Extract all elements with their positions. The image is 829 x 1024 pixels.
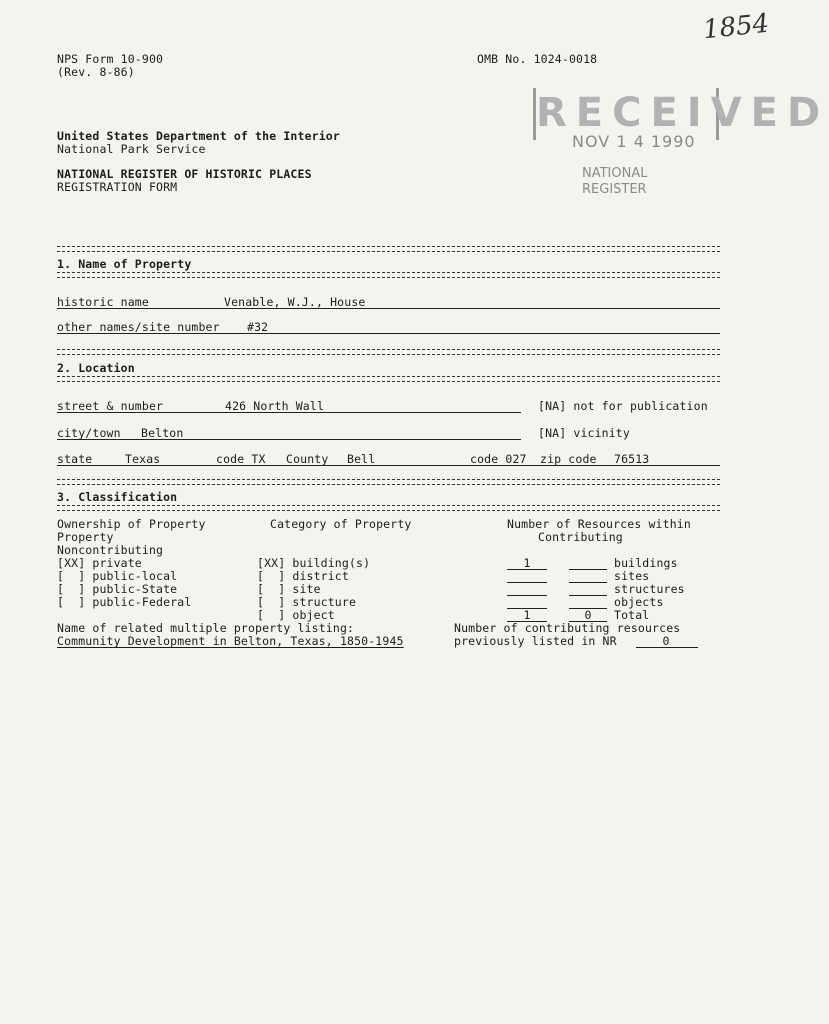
other-names-label: other names/site number (57, 320, 220, 334)
blank-line (569, 569, 607, 570)
vicinity: [NA] vicinity (538, 426, 630, 440)
blank-line (636, 647, 698, 648)
street-value: 426 North Wall (225, 399, 325, 413)
resources-heading: Number of Resources within (507, 517, 691, 531)
ownership-option: [ ] public-local (57, 569, 178, 583)
contributing-heading: Contributing (538, 530, 623, 544)
section-divider (57, 479, 720, 485)
zip-label: zip code (540, 452, 597, 466)
contributing-total: 1 (523, 608, 531, 622)
state-code: code TX (216, 452, 266, 466)
not-for-publication: [NA] not for publication (538, 399, 708, 413)
section-3-heading: 3. Classification (57, 490, 178, 504)
county-code: code 027 (470, 452, 527, 466)
contributing-count: 1 (523, 556, 531, 570)
state-label: state (57, 452, 93, 466)
department-name: United States Department of the Interior (57, 129, 340, 143)
blank-line (507, 582, 547, 583)
section-2-heading: 2. Location (57, 361, 135, 375)
other-names-line (57, 333, 720, 334)
stamp-register: REGISTER (582, 182, 647, 197)
state-value: Texas (125, 452, 161, 466)
resource-label: buildings (614, 556, 678, 570)
zip-value: 76513 (614, 452, 650, 466)
nr-count-label: Number of contributing resources (454, 621, 681, 635)
resource-label: sites (614, 569, 650, 583)
category-heading: Category of Property (270, 517, 412, 531)
section-divider (57, 349, 720, 355)
register-title: NATIONAL REGISTER OF HISTORIC PLACES (57, 167, 312, 181)
section-1-heading: 1. Name of Property (57, 257, 192, 271)
street-label: street & number (57, 399, 164, 413)
blank-line (569, 595, 607, 596)
resource-label: Total (614, 608, 650, 622)
city-value: Belton (141, 426, 184, 440)
section-divider (57, 376, 720, 382)
nr-count-value: 0 (662, 634, 670, 648)
section-divider (57, 505, 720, 511)
stamp-date: NOV 1 4 1990 (572, 132, 696, 151)
ownership-heading: Ownership of Property (57, 517, 206, 531)
category-option: [ ] district (257, 569, 349, 583)
historic-name-label: historic name (57, 295, 149, 309)
stamp-national: NATIONAL (582, 166, 648, 181)
historic-name-value: Venable, W.J., House (224, 295, 366, 309)
blank-line (507, 595, 547, 596)
service-name: National Park Service (57, 142, 206, 156)
state-line (57, 465, 720, 466)
form-revision: (Rev. 8-86) (57, 65, 135, 79)
section-divider (57, 272, 720, 278)
section-divider (57, 246, 720, 252)
form-title: REGISTRATION FORM (57, 180, 178, 194)
city-line (57, 439, 521, 440)
ownership-option: [ ] public-State (57, 582, 178, 596)
other-names-value: #32 (247, 320, 269, 334)
property-word: Property (57, 530, 114, 544)
blank-line (507, 569, 547, 570)
form-number: NPS Form 10-900 (57, 52, 164, 66)
blank-line (569, 582, 607, 583)
category-option: [XX] building(s) (257, 556, 371, 570)
category-option: [ ] object (257, 608, 335, 622)
noncontributing-heading: Noncontributing (57, 543, 164, 557)
nr-count-label-2: previously listed in NR (454, 634, 617, 648)
ownership-option: [XX] private (57, 556, 142, 570)
noncontributing-total: 0 (584, 608, 592, 622)
city-label: city/town (57, 426, 121, 440)
ownership-option: [ ] public-Federal (57, 595, 192, 609)
historic-name-line (57, 308, 720, 309)
county-value: Bell (347, 452, 376, 466)
category-option: [ ] site (257, 582, 321, 596)
omb-number: OMB No. 1024-0018 (477, 52, 598, 66)
street-line (57, 412, 521, 413)
county-label: County (286, 452, 329, 466)
handwritten-number: 1854 (701, 8, 771, 46)
stamp-received-text: RECEIVED (536, 90, 829, 136)
related-listing-label: Name of related multiple property listing: (57, 621, 355, 635)
resource-label: structures (614, 582, 685, 596)
resource-label: objects (614, 595, 664, 609)
category-option: [ ] structure (257, 595, 357, 609)
related-listing-value: Community Development in Belton, Texas, 1850-1945 (57, 634, 404, 648)
